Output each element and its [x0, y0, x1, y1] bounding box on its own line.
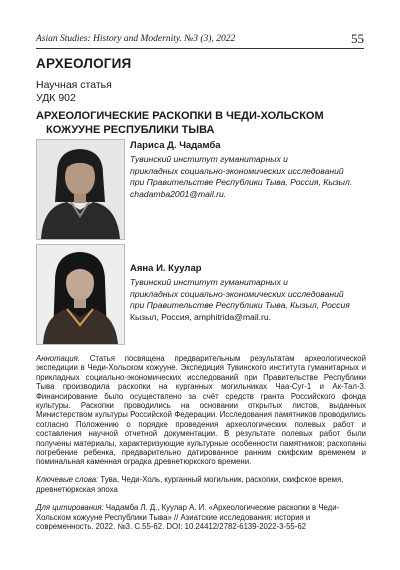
title-line-1: АРХЕОЛОГИЧЕСКИЕ РАСКОПКИ В ЧЕДИ-ХОЛЬСКОМ — [36, 110, 324, 122]
author-2-affiliation-line-3: при Правительстве Республики Тыва, Кызыл, Россия — [130, 300, 350, 310]
author-1-affiliation-line-1: Тувинский институт гуманитарных и — [130, 154, 288, 164]
author-1-photo — [36, 139, 125, 240]
title-line-2: КОЖУУНЕ РЕСПУБЛИКИ ТЫВА — [46, 124, 215, 136]
abstract-text: Статья посвящена предварительным результатам археологической экспедиции в Чеди-Хольском кожууне. Экспедиция Тувинского института гуманитарных и прикладных социально-экономических исследований при Правительстве Республики Тыва производила раскопки на курганных могильниках Чаа-Суг-1 и Ак-Тал-3. Финансирование было осуществлено за счёт средств гранта Российского фонда культуры. Раскопки проводились на основании открытых листов, выданных Министерством культуры Российской Федерации. Исследования памятников проводились согласно Положению о порядке проведения археологических полевых работ и составления научной отчетной документации. В результате полевых работ были получены материалы, характеризующие культурные особенности памятников; раскопаны погребение ребенка, предварительно датированное ранним скифским временем и поминальная каменная оградка древнетюркского времени. — [36, 354, 366, 467]
article-type: Научная статья — [36, 79, 112, 91]
author-2-name: Аяна И. Куулар — [130, 263, 202, 274]
author-1-block — [130, 140, 370, 200]
keywords — [36, 475, 366, 494]
citation-text: Чадамба Л. Д., Куулар А. И. «Археологические раскопки в Чеди-Хольском кожууне Республики Тыва» // Азиатские исследования: история и современность. 2022. №3. С.55-62. DOI: 10.24412/2782-6139-2022-3-55-62 — [36, 503, 340, 532]
author-1-affiliation-line-3: при Правительстве Республики Тыва, Россия, Кызыл. — [130, 177, 353, 187]
citation — [36, 503, 366, 532]
author-1-email: chadamba2001@mail.ru. — [130, 188, 227, 199]
article-title — [36, 109, 366, 137]
keywords-label: Ключевые слова: — [36, 475, 99, 484]
header-rule — [36, 48, 364, 49]
journal-title: Asian Studies: History and Modernity. №3 (3), 2022 — [36, 34, 236, 44]
abstract-label: Аннотация. — [36, 354, 80, 363]
author-2-photo — [36, 244, 125, 345]
author-1-affiliation-line-2: прикладных социально-экономических исследований — [130, 165, 344, 176]
author-2-contact: Кызыл, Россия, amphitrida@mail.ru. — [130, 311, 272, 322]
section-heading: АРХЕОЛОГИЯ — [36, 56, 132, 71]
author-1-name: Лариса Д. Чадамба — [130, 140, 221, 151]
author-2-block — [130, 263, 370, 323]
keywords-text: Тува, Чеди-Холь, курганный могильник, раскопки, скифское время, древнетюркская эпоха — [36, 475, 344, 494]
udc-code: УДК 902 — [36, 92, 76, 104]
author-2-affiliation-line-1: Тувинский институт гуманитарных и — [130, 277, 288, 287]
abstract — [36, 354, 366, 467]
citation-label: Для цитирования: — [36, 503, 104, 512]
author-2-affiliation-line-2: прикладных социально-экономических исследований — [130, 288, 344, 299]
page-number: 55 — [351, 31, 364, 46]
